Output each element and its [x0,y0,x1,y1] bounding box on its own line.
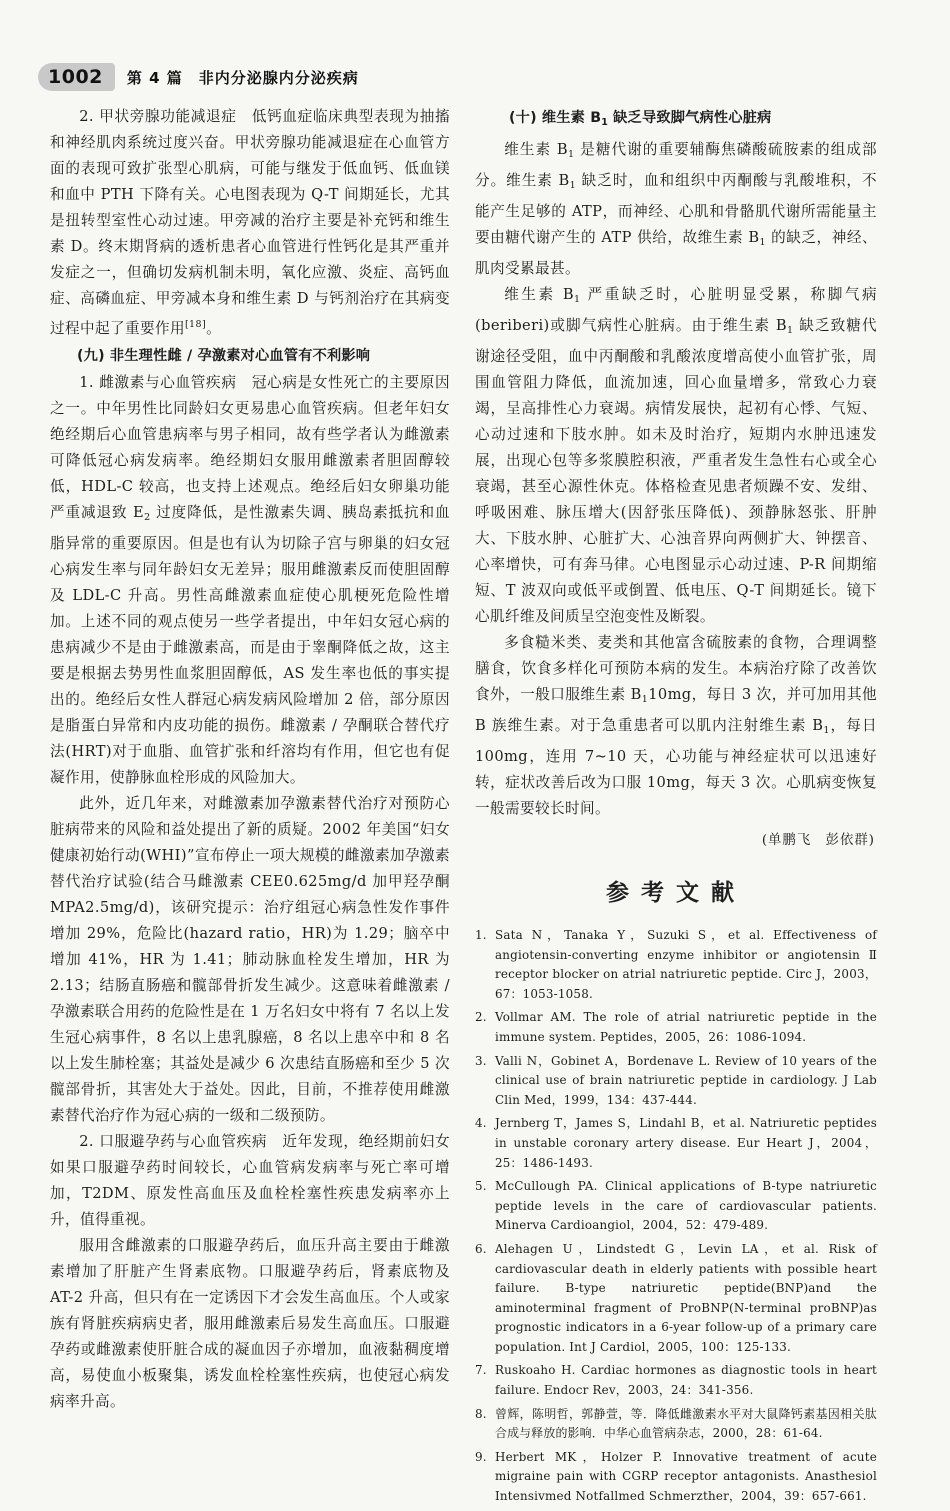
reference-item [475,1448,877,1507]
paragraph-beriberi-treatment: 多食糙米类、麦类和其他富含硫胺素的食物，合理调整膳食，饮食多样化可预防本病的发生。本病治疗除了改善饮食外，一般口服维生素 $B_110mg$，每日 3 次，并可加用其他 B 族维生素。对于急重患者可以肌内注射维生素 $B_1$，每日 100mg，连用 7~10 天，心功能与神经症状可以迅速好转，症状改善后改为口服 10mg，每天 3 次。心肌病变恢复一般需要较长时间。 [475,634,878,817]
reference-number: 8. [475,1406,487,1421]
paragraph-beriberi-heart: 维生素 $B_1$ 严重缺乏时，心脏明显受累，称脚气病(beriberi)或脚气病性心脏病。由于维生素 $B_1$ 缺乏致糖代谢途径受阻，血中丙酮酸和乳酸浓度增高使小血管扩张，周围血管阻力降低，血流加速，回心血量增多，常致心力衰竭，呈高排性心力衰竭。病情发展快，起初有心悸、气短、心动过速和下肢水肿。如未及时治疗，短期内水肿迅速发展，出现心包等多浆膜腔积液，严重者发生急性右心或全心衰竭，甚至心源性休克。体格检查见患者烦躁不安、发绀、呼吸困难、脉压增大(因舒张压降低)、颈静脉怒张、肝肿大、下肢水肿、心脏扩大、心浊音界向两侧扩大、钟摆音、心率增快，可有奔马律。心电图显示心动过速、P-R 间期缩短、T 波双向或低平或倒置、低电压、Q-T 间期延长。镜下心肌纤维及间质呈空泡变性及断裂。 [475,286,877,625]
reference-number: 9. [475,1449,487,1464]
reference-text: Ruskoaho H. Cardiac hormones as diagnostic tools in heart failure. Endocr Rev，2003，24：341-356. [495,1363,877,1398]
reference-text: Jernberg T，James S，Lindahl B，et al. Natriuretic peptides in unstable coronary artery disease. Eur Heart J，2004，25：1486-1493. [495,1116,877,1170]
page-number: 1002 [38,63,115,91]
citation: [18] [184,319,207,330]
paragraph-b1-metabolism: 维生素 $B_1$ 是糖代谢的重要辅酶焦磷酸硫胺素的组成部分。维生素 $B_1$ 缺乏时，血和组织中丙酮酸与乳酸堆积，不能产生足够的 ATP，而神经、心肌和骨骼肌代谢所需能量主要由糖代谢产生的 ATP 供给，故维生素 $B_1$ 的缺乏，神经、肌肉受累最甚。 [475,141,877,277]
reference-text: 曾辉，陈明哲，郭静萱，等．降低雌激素水平对大鼠降钙素基因相关肽合成与释放的影响．中华心血管病杂志，2000，28：61-64. [495,1406,877,1441]
reference-item [475,1008,877,1047]
references-title: 参考文献 [606,879,746,906]
right-column [475,104,877,1511]
reference-text: Herbert MK，Holzer P. Innovative treatment of acute migraine pain with CGRP receptor antagonists. Anasthesiol Intensivmed Notfallmed Schmerzther，2004，39：657-661. [495,1449,877,1504]
reference-text: Sata N，Tanaka Y，Suzuki S，et al. Effectiveness of angiotensin-converting enzyme inhibitor or angiotensin Ⅱ receptor blocker on atrial natriuretic peptide. Circ J，2003，67：1053-1058. [495,928,877,1001]
section-heading-vitamin-b1: (十) 维生素 $B_1$ 缺乏导致脚气病性心脏病 [509,110,772,128]
paragraph-estrogen-cvd: 1. 雌激素与心血管疾病 冠心病是女性死亡的主要原因之一。中年男性比同龄妇女更易患心血管疾病。但老年妇女绝经期后心血管患病率与男子相同，故有些学者认为雌激素可降低冠心病发病率。绝经期妇女服用雌激素者胆固醇较低，HDL-C 较高，也支持上述观点。绝经后妇女卵巢功能严重减退致 $E_2$ 过度降低，是性激素失调、胰岛素抵抗和血脂异常的重要原因。但是也有认为切除子宫与卵巢的妇女冠心病发生率与同年龄妇女无差异；服用雌激素反而使胆固醇及 LDL-C 升高。男性高雌激素血症使心肌梗死危险性增加。上述不同的观点使另一些学者提出，中年妇女冠心病的患病减少不是由于雌激素高，而是由于睾酮降低之故，这主要是根据去势男性血浆胆固醇低，AS 发生率也低的事实提出的。绝经后女性人群冠心病发病风险增加 2 倍，部分原因是脂蛋白异常和内皮功能的损伤。雌激素 / 孕酮联合替代疗法(HRT)对于血脂、血管扩张和纤溶均有作用，但它也有促凝作用，使静脉血栓形成的风险加大。 [50,374,451,786]
reference-number: 4. [475,1116,487,1131]
reference-text: Vollmar AM. The role of atrial natriuretic peptide in the immune system. Peptides，2005，26：1086-1094. [495,1010,877,1044]
reference-item [475,1361,877,1400]
reference-number: 6. [475,1241,487,1256]
reference-item [475,1177,877,1236]
reference-item [475,1052,877,1111]
page-header [38,62,359,92]
references-list [475,926,877,1507]
paragraph-oral-contraceptive: 2. 口服避孕药与心血管疾病 近年发现，绝经期前妇女如果口服避孕药时间较长，心血管病发病率与死亡率可增加，T2DM、原发性高血压及血栓栓塞性疾患发病率亦上升，值得重视。 [50,1133,450,1228]
reference-text: Alehagen U，Lindstedt G，Levin LA，et al. Risk of cardiovascular death in elderly patients with possible heart failure. B-type natriuretic peptide(BNP)and the aminoterminal fragment of ProBNP(N-terminal proBNP)as prognostic indicators in a 6-year follow-up of a primary care population. Int J Cardiol，2005，100：125-133. [495,1241,877,1354]
reference-text: McCullough PA. Clinical applications of B-type natriuretic peptide levels in the care of cardiovascular patients. Minerva Cardioangiol，2004，52：479-489. [495,1179,877,1233]
reference-number: 5. [475,1179,487,1194]
reference-item [475,1114,877,1173]
reference-number: 1. [475,928,487,942]
reference-number: 2. [475,1010,487,1025]
reference-number: 3. [475,1053,487,1068]
reference-text: Valli N，Gobinet A，Bordenave L. Review of 10 years of the clinical use of brain natriuretic peptide in cardiology. J Lab Clin Med，1999，134：437-444. [495,1053,877,1107]
section-authors: (单鹏飞 彭依群) [761,833,875,848]
reference-item [475,926,877,1004]
reference-item [475,1240,877,1358]
chapter-title: 第 4 篇 非内分泌腺内分泌疾病 [126,68,359,87]
left-column [50,104,450,1415]
reference-number: 7. [475,1363,487,1378]
section-heading-estrogen: (九) 非生理性雌 / 孕激素对心血管有不利影响 [77,348,371,364]
reference-item [475,1405,877,1444]
paragraph-hypoparathyroidism: 2. 甲状旁腺功能减退症 低钙血症临床典型表现为抽搐和神经肌肉系统过度兴奋。甲状旁腺功能减退症在心血管方面的表现可致扩张型心肌病，可能与继发于低血钙、低血镁和血中 PTH 下降有关。心电图表现为 Q-T 间期延长，尤其是扭转型室性心动过速。甲旁减的治疗主要是补充钙和维生素 D。终末期肾病的透析患者心血管进行性钙化是其严重并发症之一，但确切发病机制未明，氧化应激、炎症、高钙血症、高磷血症、甲旁减本身和维生素 D 与钙剂治疗在其病变过程中起了重要作用[18]。 [50,108,450,337]
paragraph-hrt-whi: 此外，近几年来，对雌激素加孕激素替代治疗对预防心脏病带来的风险和益处提出了新的质疑。2002 年美国“妇女健康初始行动(WHI)”宣布停止一项大规模的雌激素加孕激素替代治疗试验(结合马雌激素 CEE0.625mg/d 加甲羟孕酮 MPA2.5mg/d)，该研究提示：治疗组冠心病急性发作事件增加 29%，危险比(hazard ratio，HR)为 1.29；脑卒中增加 41%，HR 为 1.41；肺动脉血栓发生增加，HR 为 2.13；结肠直肠癌和髋部骨折发生减少。这意味着雌激素 / 孕激素联合用药的危险性是在 1 万名妇女中将有 7 名以上发生冠心病事件，8 名以上患乳腺癌，8 名以上患卒中和 8 名以上发生肺栓塞；其益处是减少 6 次患结直肠癌和至少 5 次髋部骨折，其害处大于益处。因此，目前，不推荐使用雌激素替代治疗作为冠心病的一级和二级预防。 [50,795,450,1124]
paragraph-oral-contraceptive-bp: 服用含雌激素的口服避孕药后，血压升高主要由于雌激素增加了肝脏产生肾素底物。口服避孕药后，肾素底物及 AT-2 升高，但只有在一定诱因下才会发生高血压。个人或家族有肾脏疾病病史者，服用雌激素后易发生高血压。口服避孕药或雌激素使肝脏合成的凝血因子亦增加，血液黏稠度增高，易使血小板聚集，诱发血栓栓塞性疾病，也使冠心病发病率升高。 [50,1237,450,1410]
